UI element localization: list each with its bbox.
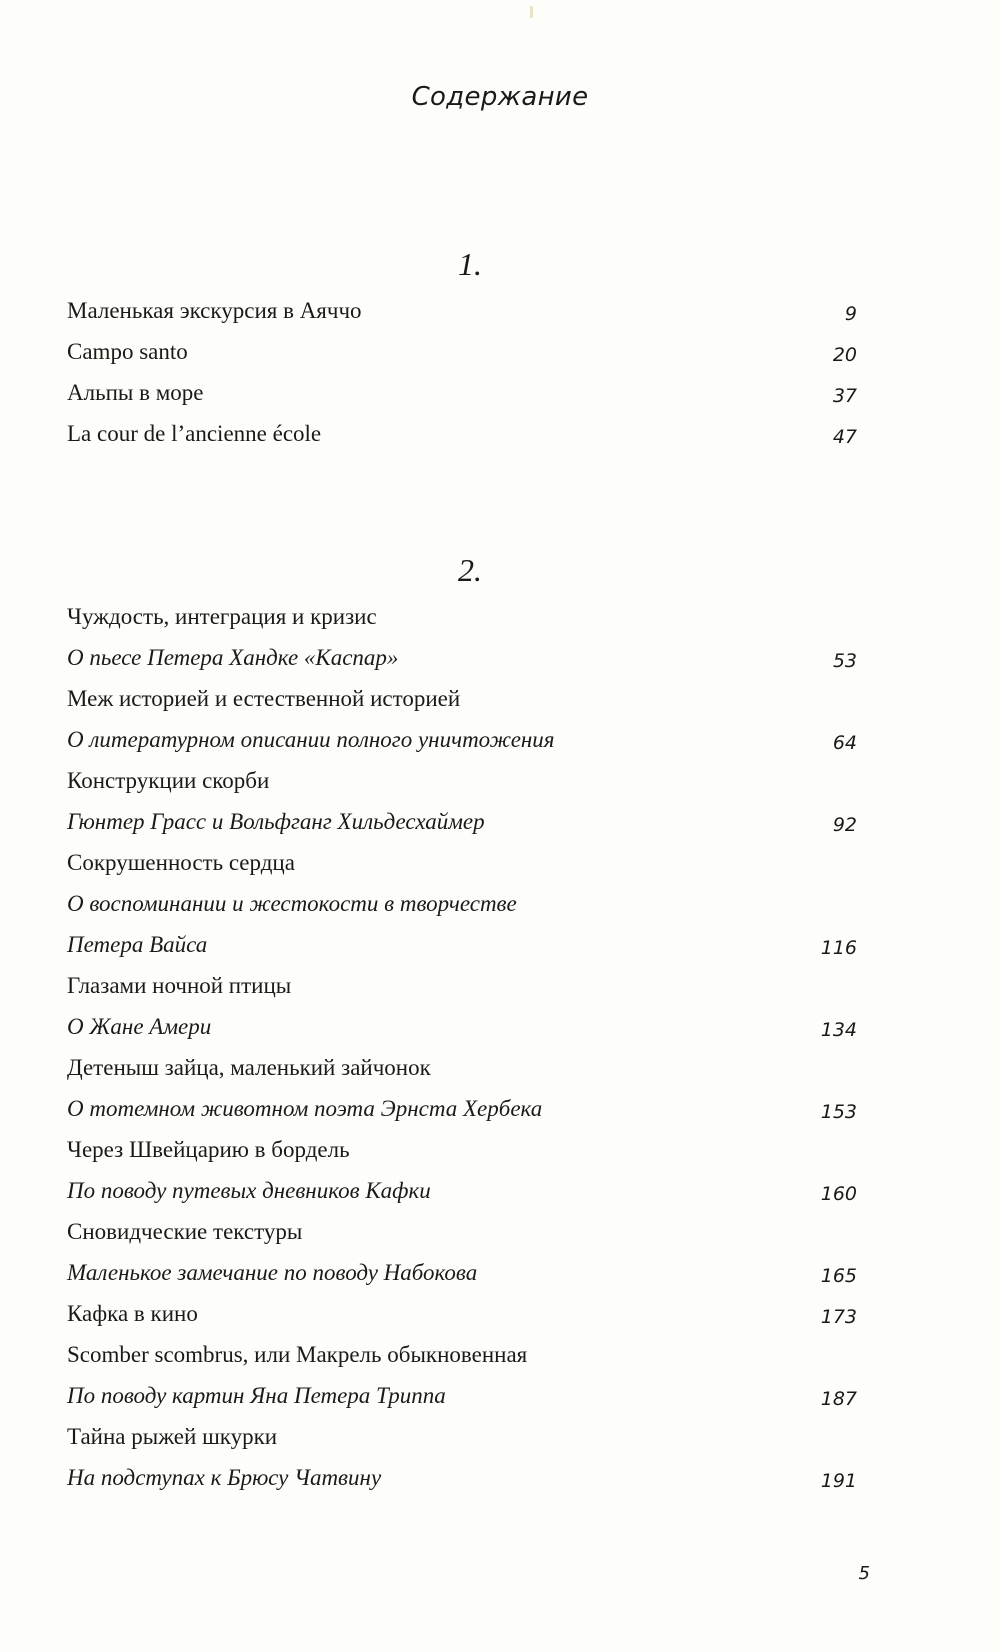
toc-entry-title: Campo santo [67, 339, 188, 364]
toc-entry-title: О тотемном животном поэта Эрнста Хербека [67, 1096, 543, 1121]
toc-entry-title: О литературном описании полного уничтожения [67, 727, 555, 752]
toc-entry-page-number: 53 [832, 650, 857, 672]
toc-entry-title: О воспоминании и жестокости в творчестве [67, 891, 517, 916]
toc-entry [67, 290, 857, 331]
toc-subtitle-entry [67, 1457, 857, 1498]
toc-subtitle-entry [67, 1375, 857, 1416]
toc-entry-page-number: 160 [820, 1183, 857, 1205]
toc-entry-title: По поводу картин Яна Петера Триппа [67, 1383, 446, 1408]
toc-entry [67, 372, 857, 413]
toc-entry [67, 1211, 857, 1252]
toc-entry [67, 842, 857, 883]
toc-entry [67, 965, 857, 1006]
toc-entry [67, 1334, 857, 1375]
toc-section-1 [67, 290, 857, 454]
toc-subtitle-entry [67, 1006, 857, 1047]
page-number: 5 [858, 1563, 870, 1584]
toc-entry-page-number: 187 [820, 1388, 857, 1410]
toc-entry-title: Конструкции скорби [67, 768, 270, 793]
toc-entry-title: Детеныш зайца, маленький зайчонок [67, 1055, 431, 1080]
toc-entry-title: Гюнтер Грасс и Вольфганг Хильдесхаймер [67, 809, 485, 834]
toc-entry-title: Чуждость, интеграция и кризис [67, 604, 377, 629]
toc-entry-page-number: 191 [820, 1470, 857, 1492]
toc-subtitle-entry [67, 1252, 857, 1293]
toc-entry-page-number: 92 [832, 814, 857, 836]
toc-entry [67, 1293, 857, 1334]
toc-entry-title: Маленькая экскурсия в Аяччо [67, 298, 362, 323]
toc-entry [67, 1047, 857, 1088]
toc-entry [67, 678, 857, 719]
toc-entry [67, 413, 857, 454]
toc-entry-page-number: 47 [832, 426, 857, 448]
toc-entry-title: О Жане Амери [67, 1014, 212, 1039]
toc-entry-title: На подступах к Брюсу Чатвину [67, 1465, 382, 1490]
toc-entry [67, 760, 857, 801]
toc-entry-title: Через Швейцарию в бордель [67, 1137, 350, 1162]
toc-entry-page-number: 37 [832, 385, 857, 407]
toc-entry-title: Кафка в кино [67, 1301, 198, 1326]
toc-entry-page-number: 153 [820, 1101, 857, 1123]
toc-subtitle-entry [67, 924, 857, 965]
paper-speck [530, 6, 533, 18]
toc-entry [67, 596, 857, 637]
toc-entry-title: Маленькое замечание по поводу Набокова [67, 1260, 478, 1285]
toc-entry-title: Тайна рыжей шкурки [67, 1424, 278, 1449]
section-number-1: 1. [458, 246, 482, 282]
toc-subtitle-entry [67, 1170, 857, 1211]
toc-entry-page-number: 9 [844, 303, 857, 325]
page-title: Содержание [411, 82, 589, 112]
toc-entry [67, 331, 857, 372]
toc-entry-page-number: 116 [820, 937, 857, 959]
toc-entry-title: По поводу путевых дневников Кафки [67, 1178, 431, 1203]
toc-section-2 [67, 596, 857, 1498]
toc-entry-title: Альпы в море [67, 380, 204, 405]
toc-entry-title: La cour de l’ancienne école [67, 421, 322, 446]
toc-entry-page-number: 64 [832, 732, 857, 754]
toc-entry-page-number: 134 [820, 1019, 857, 1041]
toc-subtitle-entry [67, 801, 857, 842]
toc-entry-page-number: 165 [820, 1265, 857, 1287]
toc-entry-title: Глазами ночной птицы [67, 973, 292, 998]
toc-entry-title: Сокрушенность сердца [67, 850, 295, 875]
toc-subtitle-entry [67, 1088, 857, 1129]
toc-entry-title: О пьесе Петера Хандке «Каспар» [67, 645, 399, 670]
toc-entry-title: Сновидческие текстуры [67, 1219, 303, 1244]
toc-subtitle-entry [67, 883, 857, 924]
toc-entry-title: Петера Вайса [67, 932, 208, 957]
toc-entry-page-number: 173 [820, 1306, 857, 1328]
toc-entry-page-number: 20 [832, 344, 857, 366]
toc-entry [67, 1416, 857, 1457]
section-number-2: 2. [458, 552, 482, 588]
toc-entry-title: Меж историей и естественной историей [67, 686, 461, 711]
toc-entry [67, 1129, 857, 1170]
toc-entry-title: Scomber scombrus, или Макрель обыкновенная [67, 1342, 528, 1367]
toc-subtitle-entry [67, 637, 857, 678]
toc-subtitle-entry [67, 719, 857, 760]
